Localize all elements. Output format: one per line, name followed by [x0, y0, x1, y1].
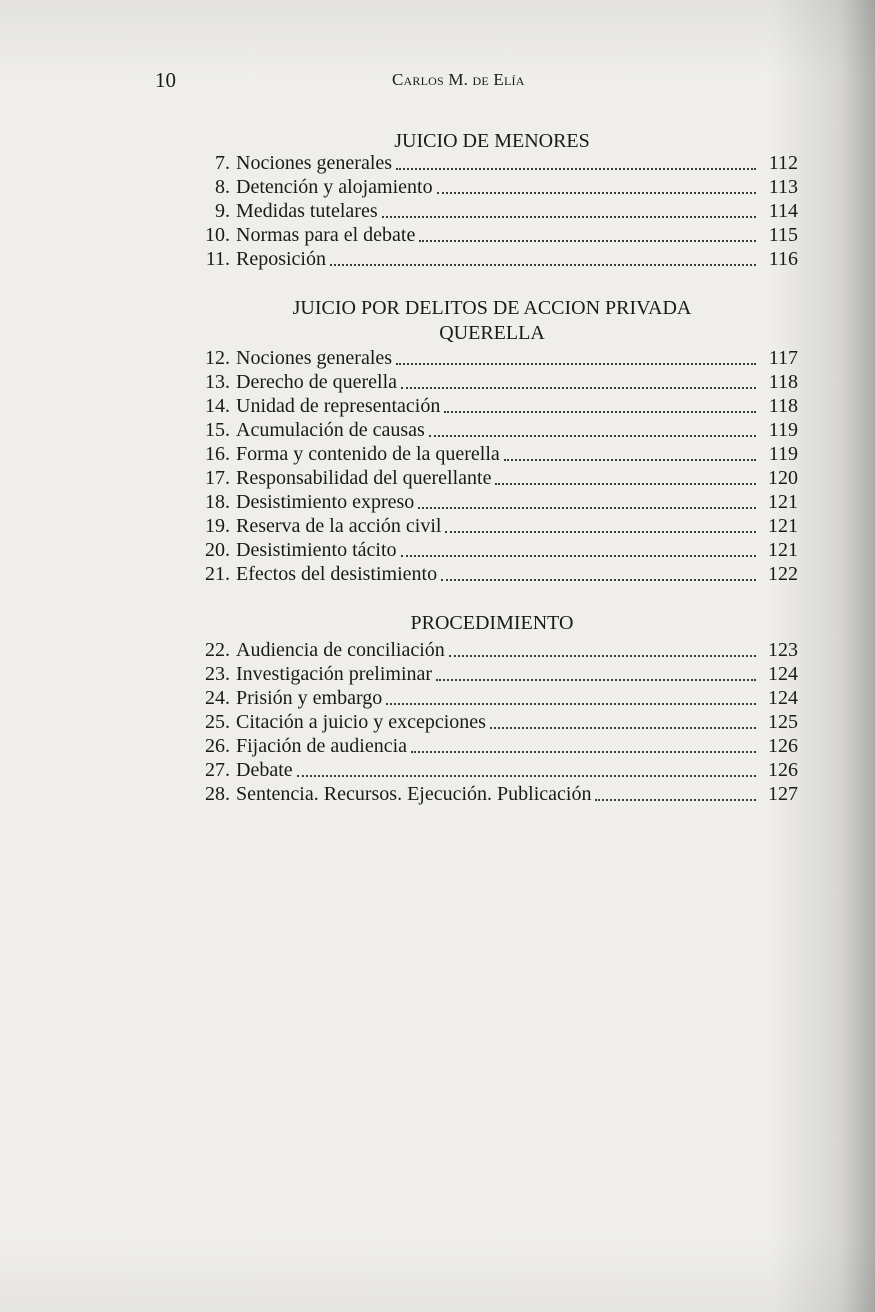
toc-entry — [186, 418, 798, 442]
entry-page: 121 — [768, 515, 798, 537]
entry-page: 113 — [768, 176, 798, 198]
entry-title: Unidad de representación — [236, 395, 441, 417]
entry-title: Prisión y embargo — [236, 687, 383, 709]
toc-entry — [186, 638, 798, 662]
toc-entry — [186, 442, 798, 466]
toc-entry — [186, 538, 798, 562]
dot-leader — [445, 531, 756, 533]
entry-number: 21. — [205, 563, 230, 585]
entry-page: 121 — [768, 539, 798, 561]
entry-title: Citación a juicio y excepciones — [236, 711, 486, 733]
toc-entry — [186, 758, 798, 782]
entry-title: Desistimiento tácito — [236, 539, 397, 561]
entry-number: 12. — [205, 347, 230, 369]
toc-entry — [186, 151, 798, 175]
entry-title: Audiencia de conciliación — [236, 639, 445, 661]
dot-leader — [418, 507, 756, 509]
entry-title: Nociones generales — [236, 347, 393, 369]
toc-entry — [186, 686, 798, 710]
entry-number: 7. — [215, 152, 230, 174]
dot-leader — [411, 751, 756, 753]
toc-entry — [186, 782, 798, 806]
dot-leader — [441, 579, 756, 581]
entry-page: 124 — [768, 687, 798, 709]
dot-leader — [386, 703, 756, 705]
running-head: Carlos M. de Elía — [392, 70, 525, 89]
toc-entry — [186, 466, 798, 490]
entry-number: 9. — [215, 200, 230, 222]
toc-entry — [186, 662, 798, 686]
entry-title: Reserva de la acción civil — [236, 515, 442, 537]
entry-title: Forma y contenido de la querella — [236, 443, 500, 465]
toc-entry — [186, 199, 798, 223]
entry-title: Sentencia. Recursos. Ejecución. Publicación — [236, 783, 592, 805]
entry-page: 121 — [768, 491, 798, 513]
entry-number: 17. — [205, 467, 230, 489]
entry-page: 114 — [768, 200, 798, 222]
dot-leader — [429, 435, 756, 437]
page-number: 10 — [155, 68, 176, 92]
toc-entry — [186, 346, 798, 370]
entry-page: 122 — [768, 563, 798, 585]
entry-number: 15. — [205, 419, 230, 441]
dot-leader — [297, 775, 756, 777]
entry-page: 115 — [768, 224, 798, 246]
entry-number: 20. — [205, 539, 230, 561]
entry-number: 27. — [205, 759, 230, 781]
dot-leader — [396, 363, 756, 365]
toc-entry — [186, 247, 798, 271]
entry-number: 22. — [205, 639, 230, 661]
entry-page: 127 — [768, 783, 798, 805]
dot-leader — [382, 216, 756, 218]
entry-title: Medidas tutelares — [236, 200, 378, 222]
entry-page: 123 — [768, 639, 798, 661]
toc-entry — [186, 490, 798, 514]
entry-title: Desistimiento expreso — [236, 491, 415, 513]
entry-number: 8. — [215, 176, 230, 198]
entry-title: Derecho de querella — [236, 371, 398, 393]
entry-page: 126 — [768, 759, 798, 781]
entry-title: Acumulación de causas — [236, 419, 425, 441]
entry-title: Debate — [236, 759, 293, 781]
entry-title: Detención y alojamiento — [236, 176, 433, 198]
entry-title: Efectos del desistimiento — [236, 563, 438, 585]
entry-number: 25. — [205, 711, 230, 733]
entry-number: 28. — [205, 783, 230, 805]
toc-entry — [186, 175, 798, 199]
toc-entry — [186, 223, 798, 247]
entry-page: 119 — [768, 419, 798, 441]
entry-number: 19. — [205, 515, 230, 537]
dot-leader — [504, 459, 756, 461]
entry-number: 18. — [205, 491, 230, 513]
toc-entry — [186, 514, 798, 538]
dot-leader — [449, 655, 756, 657]
dot-leader — [437, 192, 756, 194]
entry-number: 10. — [205, 224, 230, 246]
dot-leader — [595, 799, 756, 801]
entry-title: Normas para el debate — [236, 224, 416, 246]
section-title: JUICIO POR DELITOS DE ACCION PRIVADA — [292, 297, 692, 319]
toc-entry — [186, 734, 798, 758]
entry-page: 124 — [768, 663, 798, 685]
entry-number: 16. — [205, 443, 230, 465]
entry-number: 24. — [205, 687, 230, 709]
toc-entry — [186, 394, 798, 418]
entry-title: Investigación preliminar — [236, 663, 433, 685]
entry-title: Reposición — [236, 248, 326, 270]
entry-page: 117 — [768, 347, 798, 369]
dot-leader — [330, 264, 756, 266]
entry-page: 119 — [768, 443, 798, 465]
entry-title: Fijación de audiencia — [236, 735, 408, 757]
entry-number: 26. — [205, 735, 230, 757]
dot-leader — [444, 411, 756, 413]
dot-leader — [490, 727, 756, 729]
toc-entry — [186, 562, 798, 586]
entry-page: 120 — [768, 467, 798, 489]
dot-leader — [495, 483, 756, 485]
entry-number: 14. — [205, 395, 230, 417]
section-title: PROCEDIMIENTO — [410, 612, 574, 634]
entry-page: 116 — [768, 248, 798, 270]
entry-page: 118 — [768, 371, 798, 393]
dot-leader — [436, 679, 756, 681]
toc-entry — [186, 370, 798, 394]
entry-page: 125 — [768, 711, 798, 733]
dot-leader — [401, 387, 756, 389]
entry-number: 13. — [205, 371, 230, 393]
dot-leader — [419, 240, 756, 242]
entry-title: Responsabilidad del querellante — [236, 467, 492, 489]
toc-entry — [186, 710, 798, 734]
entry-page: 118 — [768, 395, 798, 417]
entry-page: 126 — [768, 735, 798, 757]
entry-number: 11. — [205, 248, 230, 270]
entry-page: 112 — [768, 152, 798, 174]
dot-leader — [396, 168, 756, 170]
page-header — [0, 68, 875, 98]
section-title: JUICIO DE MENORES — [394, 130, 590, 152]
dot-leader — [401, 555, 756, 557]
entry-number: 23. — [205, 663, 230, 685]
entry-title: Nociones generales — [236, 152, 393, 174]
section-subtitle: QUERELLA — [439, 322, 545, 344]
